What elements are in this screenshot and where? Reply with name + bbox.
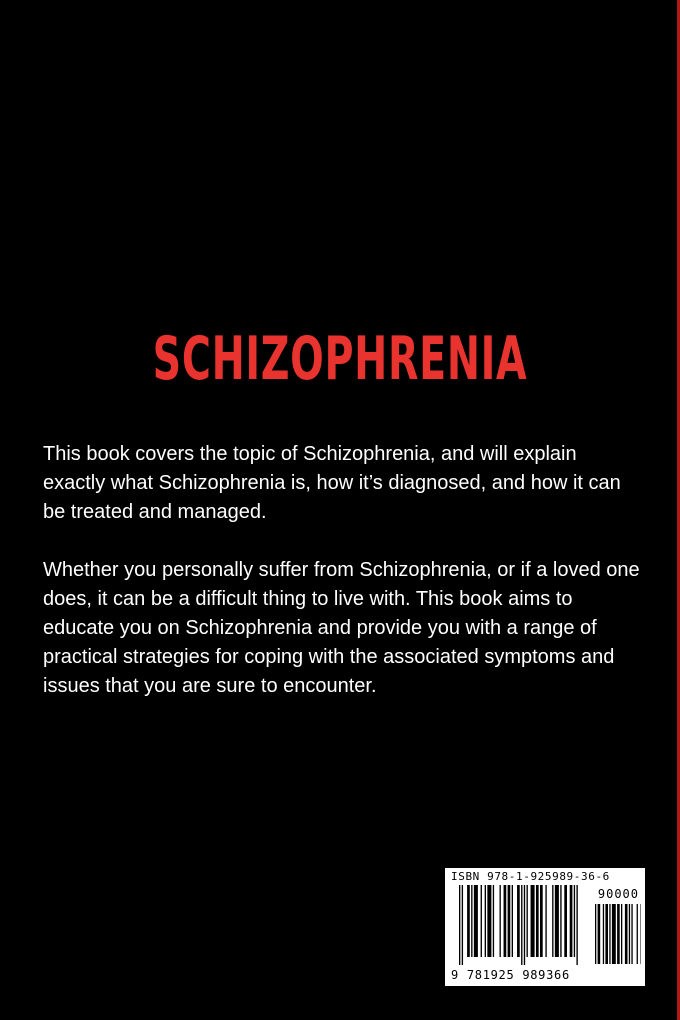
- barcode-bar: [517, 885, 520, 957]
- barcode-bar: [540, 885, 543, 957]
- barcode-bar: [595, 904, 596, 964]
- barcode-bar: [487, 885, 491, 957]
- barcode-bar: [474, 885, 478, 957]
- barcode-bar: [521, 885, 522, 965]
- barcode-bar: [462, 885, 463, 965]
- barcode-bar: [527, 885, 528, 957]
- price-addon-barcode-bars: [595, 904, 641, 968]
- barcode-bar: [603, 904, 604, 964]
- barcode-bar: [524, 885, 525, 965]
- description-paragraph-1: This book covers the topic of Schizophrenia, and will explain exactly what Schizophrenia is, how it’s diagnosed, and how it can be treated and managed.: [43, 443, 621, 523]
- ean13-barcode-bars: [459, 885, 591, 969]
- ean-digits: 9 781925 989366: [451, 968, 570, 982]
- barcode-bar: [536, 885, 539, 957]
- price-code: 90000: [597, 887, 639, 901]
- barcode-bar: [625, 904, 628, 964]
- barcode-bar: [605, 904, 608, 964]
- barcode-bar: [641, 904, 642, 964]
- book-title: SCHIZOPHRENIA: [152, 324, 528, 394]
- barcode-bar: [459, 885, 460, 965]
- barcode-bar: [555, 885, 559, 957]
- barcode-bar: [471, 885, 472, 957]
- barcode-bar: [545, 885, 546, 957]
- barcode-bar: [621, 904, 622, 964]
- isbn-barcode-block: [445, 868, 645, 986]
- barcode-bar: [609, 904, 610, 964]
- barcode-bar: [552, 885, 553, 957]
- barcode-bar: [560, 885, 561, 957]
- barcode-bar: [574, 885, 575, 957]
- barcode-bar: [512, 885, 513, 957]
- barcode-bar: [576, 885, 577, 965]
- isbn-label: ISBN 978-1-925989-36-6: [451, 870, 610, 883]
- barcode-bar: [508, 885, 511, 957]
- barcode-bar: [500, 885, 501, 957]
- barcode-bar: [570, 885, 573, 957]
- barcode-bar: [617, 904, 620, 964]
- barcode-bar: [598, 904, 601, 964]
- barcode-bar: [481, 885, 482, 957]
- barcode-bar: [467, 885, 470, 957]
- barcode-bar: [637, 904, 638, 964]
- barcode-bar: [629, 904, 630, 964]
- barcode-bar: [612, 904, 616, 964]
- barcode-bar: [485, 885, 486, 957]
- barcode-bar: [531, 885, 535, 957]
- barcode-bar: [631, 904, 632, 964]
- barcode-bar: [504, 885, 507, 957]
- barcode-bar: [564, 885, 567, 957]
- barcode-bar: [493, 885, 494, 957]
- description-paragraph-2: Whether you personally suffer from Schizophrenia, or if a loved one does, it can be a difficult thing to live with. This book aims to educate you on Schizophrenia and provide you with a range of practical strategies for coping with the associated symptoms and issues that you are sure to encounter.: [43, 559, 640, 697]
